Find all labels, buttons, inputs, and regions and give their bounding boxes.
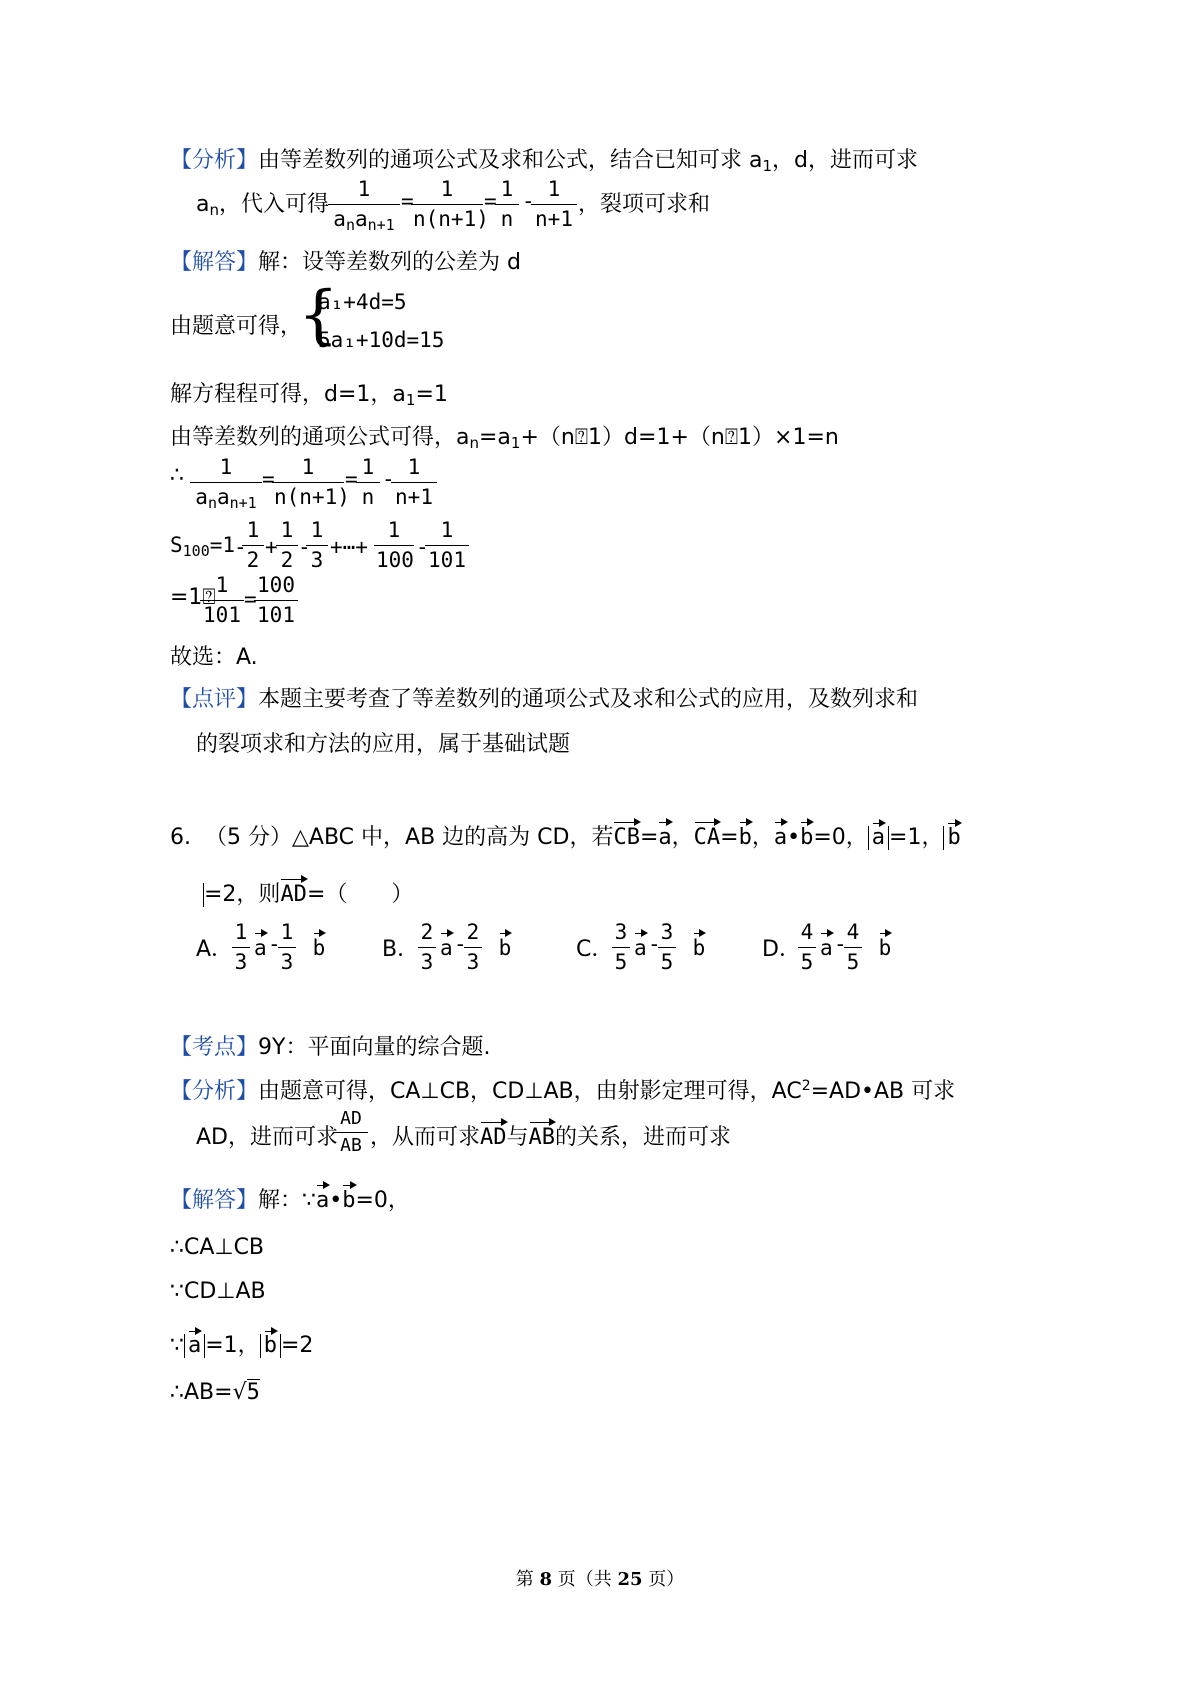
solution-tag: 【解答】: [170, 250, 259, 275]
option-label: A．: [196, 937, 234, 962]
fraction-1-over-n1: $\frac{1}{n+1}$: [391, 457, 437, 508]
abs-vector-b: b: [260, 1334, 281, 1358]
vector-a: a: [440, 936, 453, 960]
vector-b: b: [738, 825, 752, 850]
general-term-line: 由等差数列的通项公式可得，$a_n=a_1+(n⍰1)d=1+(n⍰1)\times 1=n$: [170, 425, 839, 452]
fraction-1-over-anan1: 1 $a_na_{n+1}$: [190, 457, 262, 511]
vector-a: a: [820, 936, 833, 960]
vector-a: a: [254, 936, 267, 960]
solution6-line-1: ∴CA⊥CB: [170, 1235, 265, 1260]
minus-sign: -: [234, 535, 247, 559]
sqrt-radicand: 5: [246, 1380, 260, 1405]
plus-sign: +: [265, 535, 278, 559]
equals-sign: =: [262, 467, 275, 491]
option-d[interactable]: [762, 920, 892, 978]
option-coefficient: $\frac{1}{3}$: [278, 922, 296, 973]
solution6-intro: 【解答】解：∵a•b=0，: [170, 1188, 410, 1213]
point-tag: 【考点】: [170, 1035, 259, 1060]
system-equation-2: 5a₁+10d=15: [318, 328, 445, 352]
analysis-tag: 【分析】: [170, 148, 259, 173]
minus-sign: -: [416, 535, 429, 559]
minus-sign: -: [834, 932, 847, 956]
abs-bar-close: [196, 883, 204, 907]
fraction-1-over-anan1: 1 $a_na_{n+1}$: [328, 179, 400, 233]
option-coefficient: $\frac{3}{5}$: [658, 922, 676, 973]
vector-a: a: [316, 1188, 330, 1213]
minus-sign: -: [298, 535, 311, 559]
plus-ellipsis: +⋯+: [330, 535, 368, 559]
point-line: 【考点】9Y：平面向量的综合题.: [170, 1035, 491, 1060]
solution-tag: 【解答】: [170, 1188, 259, 1213]
fraction-100-over-101: $\frac{100}{101}$: [254, 575, 298, 626]
system-brace: {: [298, 278, 339, 352]
option-coefficient: $\frac{2}{3}$: [418, 922, 436, 973]
analysis-line-2: $a_n$，代入可得: [196, 192, 330, 219]
option-coefficient: $\frac{1}{3}$: [232, 922, 250, 973]
equals-sign: =: [484, 189, 497, 213]
fraction-1-over-n1: $\frac{1}{n+1}$: [531, 179, 577, 230]
option-coefficient: $\frac{4}{5}$: [798, 922, 816, 973]
fraction-1-over-101: $\frac{1}{101}$: [425, 520, 469, 571]
vector-b: b: [498, 936, 512, 960]
fraction-1-over-n: $\frac{1}{n}$: [495, 179, 519, 230]
option-coefficient: $\frac{4}{5}$: [844, 922, 862, 973]
fraction-1-over-nn1: $\frac{1}{n(n+1)}$: [274, 455, 350, 509]
fraction-1-over-101: $\frac{1}{101}$: [200, 575, 244, 626]
analysis-line-2-tail: ，裂项可求和: [578, 192, 711, 217]
result-prefix: =1⍰: [170, 585, 216, 610]
vector-ad: AD: [480, 1125, 507, 1150]
option-a[interactable]: [196, 920, 326, 978]
solution6-line-3: ∵ a =1， b =2: [170, 1333, 314, 1358]
minus-sign: -: [268, 932, 281, 956]
equals-sign: =: [244, 587, 257, 611]
page-number: 8: [539, 1569, 552, 1590]
option-label: B．: [382, 937, 420, 962]
question-6-line-2: =2，则AD=（ ）: [196, 877, 413, 908]
option-c[interactable]: [576, 920, 706, 978]
therefore-symbol: ∴: [170, 463, 184, 488]
fraction-1-over-nn1: $\frac{1}{n(n+1)}$: [413, 177, 489, 231]
minus-sign: -: [454, 932, 467, 956]
minus-sign: -: [522, 189, 535, 213]
option-label: D．: [762, 937, 801, 962]
question-number: 6.: [170, 825, 191, 850]
solve-line: 解方程程可得，d=1，$a_1=1$: [170, 382, 448, 409]
vector-cb: CB: [613, 825, 640, 850]
comment-line-1: 【点评】本题主要考查了等差数列的通项公式及求和公式的应用，及数列求和: [170, 687, 919, 712]
system-label: 由题意可得，: [170, 314, 303, 339]
vector-a: a: [658, 825, 672, 850]
solution6-line-4: ∴AB=√5: [170, 1380, 260, 1405]
abs-vector-a: a: [868, 826, 889, 850]
abs-vector-b-open: b: [943, 826, 963, 850]
vector-ca: CA: [693, 825, 721, 850]
vector-b: b: [878, 936, 892, 960]
sqrt-symbol: √: [232, 1380, 247, 1405]
analysis6-line-1: 【分析】由题意可得，CA⊥CB，CD⊥AB，由射影定理可得，$AC^2=AD•AB$ 可求: [170, 1078, 956, 1104]
comment-line-2: 的裂项求和方法的应用，属于基础试题: [196, 732, 571, 757]
answer-choice: 故选：A.: [170, 645, 258, 670]
analysis6-line-2a: AD，进而可求: [196, 1125, 338, 1150]
vector-a: a: [634, 936, 647, 960]
vector-ad: AD: [280, 882, 307, 907]
option-label: C．: [576, 937, 614, 962]
fraction-1-over-n: $\frac{1}{n}$: [356, 457, 380, 508]
option-b[interactable]: [382, 920, 512, 978]
fraction-ad-over-ab: $\frac{AD}{AB}$: [334, 1110, 368, 1155]
abs-vector-a: a: [184, 1334, 205, 1358]
vector-b: b: [800, 825, 814, 850]
fraction-1-over-2: $\frac{1}{2}$: [242, 520, 264, 571]
analysis-tag: 【分析】: [170, 1079, 259, 1104]
question-6-line-1: 6. （5 分）△ABC 中，AB 边的高为 CD，若CB=a，CA=b，a•b=0， a =1， b: [170, 820, 964, 851]
option-coefficient: $\frac{3}{5}$: [612, 922, 630, 973]
equals-sign: =: [401, 189, 414, 213]
comment-tag: 【点评】: [170, 687, 259, 712]
minus-sign: -: [648, 932, 661, 956]
equals-sign: =: [345, 467, 358, 491]
solution-intro: 【解答】解：设等差数列的公差为 d: [170, 250, 521, 275]
s100-label: $S_{100}=1$: [170, 533, 236, 560]
analysis-line-1: 【分析】由等差数列的通项公式及求和公式，结合已知可求 $a_1$，d，进而可求: [170, 148, 919, 175]
analysis6-line-2b: ，从而可求AD与AB的关系，进而可求: [370, 1125, 732, 1150]
total-pages: 25: [617, 1569, 643, 1590]
vector-ab: AB: [528, 1125, 556, 1150]
fraction-1-over-2: $\frac{1}{2}$: [276, 520, 298, 571]
vector-b: b: [342, 1188, 356, 1213]
system-equation-1: a₁+4d=5: [318, 290, 407, 314]
fraction-1-over-3: $\frac{1}{3}$: [306, 520, 328, 571]
vector-b: b: [692, 936, 706, 960]
option-coefficient: $\frac{2}{3}$: [464, 922, 482, 973]
vector-a: a: [773, 825, 788, 850]
minus-sign: -: [382, 467, 395, 491]
vector-b: b: [312, 936, 326, 960]
solution6-line-2: ∵CD⊥AB: [170, 1279, 266, 1304]
page-footer: 第 8 页（共 25 页）: [515, 1569, 685, 1590]
fraction-1-over-100: $\frac{1}{100}$: [376, 518, 414, 572]
